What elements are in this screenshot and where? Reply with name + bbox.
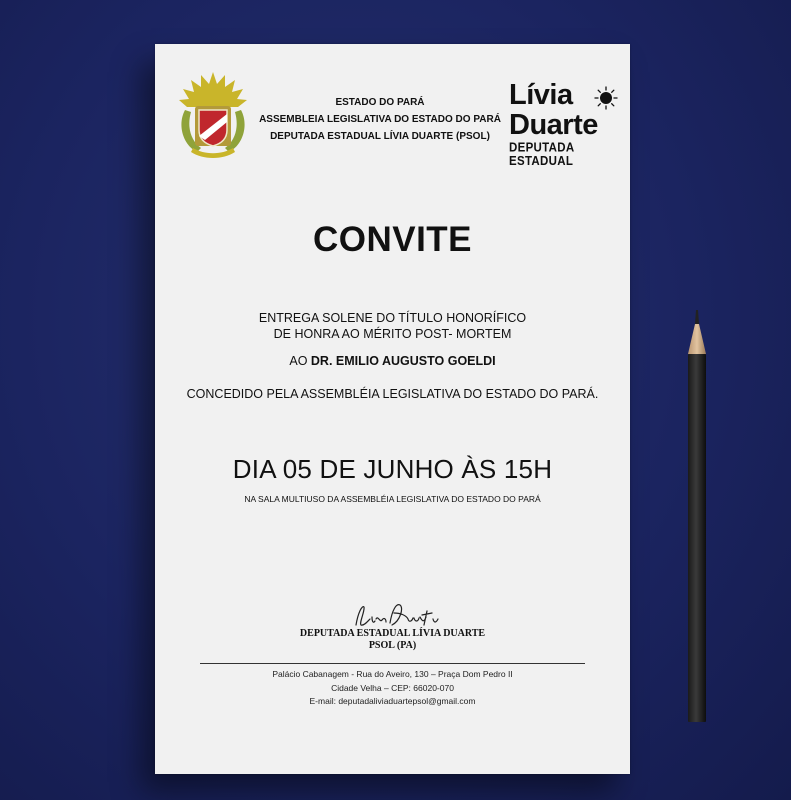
- logo-last-name: Duarte: [509, 109, 598, 141]
- header-deputy: DEPUTADA ESTADUAL LÍVIA DUARTE (PSOL): [270, 131, 490, 142]
- honoree-prefix: AO: [289, 354, 308, 368]
- ceremony-line-1: ENTREGA SOLENE DO TÍTULO HONORÍFICO: [258, 311, 527, 325]
- granted-by: CONCEDIDO PELA ASSEMBLÉIA LEGISLATIVA DO ESTADO DO PARÁ.: [186, 387, 599, 401]
- header-assembly: ASSEMBLEIA LEGISLATIVA DO ESTADO DO PARÁ: [259, 114, 501, 125]
- footer-divider: [200, 663, 585, 664]
- livia-duarte-logo: [509, 79, 614, 169]
- honoree-name: DR. EMILIO AUGUSTO GOELDI: [310, 354, 496, 368]
- signatory-name: DEPUTADA ESTADUAL LÍVIA DUARTE: [299, 628, 486, 639]
- footer-contact: [155, 668, 630, 709]
- signatory-party: PSOL (PA): [368, 640, 417, 651]
- ceremony-description: [155, 310, 630, 342]
- institution-header: [250, 94, 510, 145]
- footer-address-line-1: Palácio Cabanagem - Rua do Aveiro, 130 – Praça Dom Pedro II: [272, 669, 513, 679]
- header-state: ESTADO DO PARÁ: [335, 97, 425, 108]
- invitation-title: CONVITE: [312, 220, 473, 259]
- sun-icon: [594, 86, 618, 110]
- ceremony-line-2: DE HONRA AO MÉRITO POST- MORTEM: [273, 327, 512, 341]
- footer-email: E-mail: deputadaliviaduartepsol@gmail.com: [309, 696, 476, 706]
- signatory: [155, 628, 630, 652]
- footer-address-line-2: Cidade Velha – CEP: 66020-070: [331, 682, 454, 693]
- honoree-line: [155, 354, 630, 368]
- invitation-card: [155, 44, 630, 774]
- pencil-image: [687, 310, 707, 724]
- logo-subtitle: DEPUTADA ESTADUAL: [509, 141, 575, 169]
- logo-first-name: Lívia: [509, 79, 573, 111]
- event-venue: NA SALA MULTIUSO DA ASSEMBLÉIA LEGISLATIVA DO ESTADO DO PARÁ: [244, 494, 541, 504]
- state-coat-of-arms-icon: [177, 70, 249, 160]
- event-date-time: DIA 05 DE JUNHO ÀS 15H: [232, 454, 553, 484]
